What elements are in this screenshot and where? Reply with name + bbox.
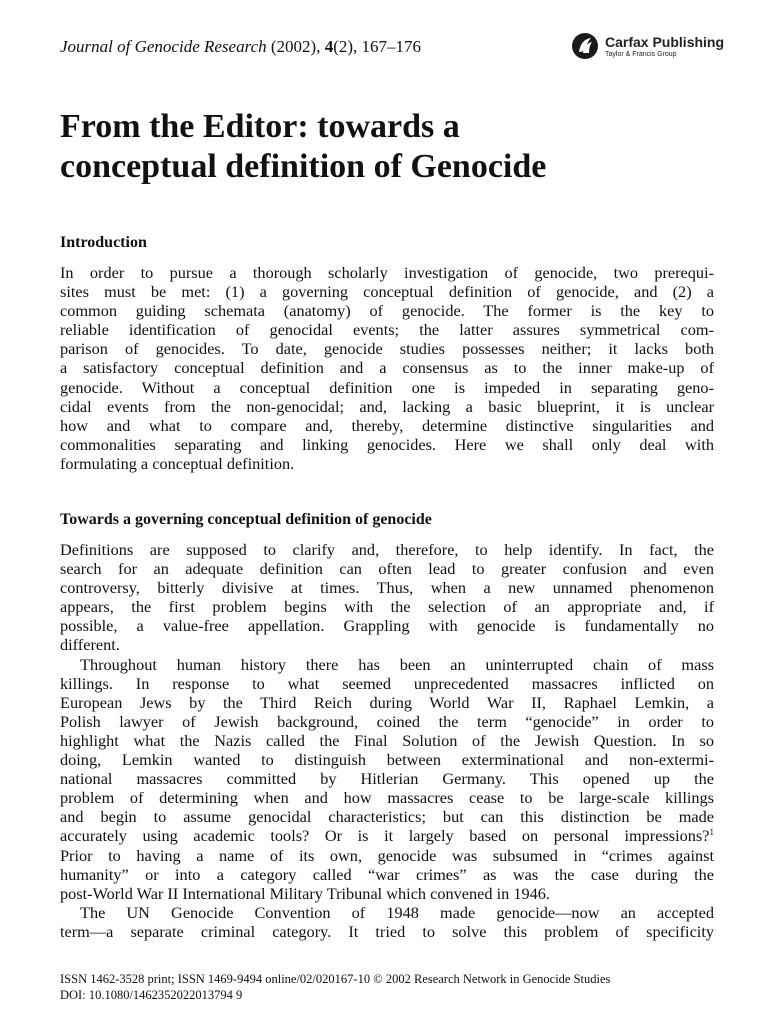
- journal-year: (2002),: [266, 37, 325, 56]
- text-line: controversy, bitterly divisive at times. Thus, when a new unnamed phenomenon: [60, 578, 714, 598]
- section-heading-towards: Towards a governing conceptual definition of genocide: [60, 511, 432, 528]
- text-line: killings. In response to what seemed unprecedented massacres inflicted on: [60, 673, 714, 693]
- text-line-with-footnote: [60, 826, 714, 845]
- text-line: cidal events from the non-genocidal; and, lacking a basic blueprint, it is unclear: [60, 396, 714, 416]
- journal-volume: 4: [324, 37, 334, 56]
- text-line: common guiding schemata (anatomy) of genocide. The former is the key to: [60, 301, 714, 321]
- text-line: parison of genocides. To date, genocide studies possesses neither; it lacks both: [60, 339, 714, 359]
- text-line: national massacres committed by Hitlerian Germany. This opened up the: [60, 769, 714, 789]
- text-line: reliable identification of genocidal events; the latter assures symmetrical com-: [60, 320, 714, 340]
- text-line: post-World War II International Military Tribunal which convened in 1946.: [60, 883, 550, 903]
- text-line: Prior to having a name of its own, genocide was subsumed in “crimes against: [60, 845, 714, 865]
- text-line: doing, Lemkin wanted to distinguish between exterminational and non-extermi-: [60, 750, 714, 770]
- text-line: genocide. Without a conceptual definition one is impeded in separating geno-: [60, 377, 714, 397]
- publisher-group: Taylor & Francis Group: [605, 51, 677, 58]
- text-line: formulating a conceptual definition.: [60, 453, 295, 473]
- text-line: Polish lawyer of Jewish background, coined the term “genocide” in order to: [60, 711, 714, 731]
- title-line: From the Editor: towards a: [60, 108, 460, 145]
- title-line: conceptual definition of Genocide: [60, 148, 547, 185]
- text-line: Throughout human history there has been an uninterrupted chain of mass: [80, 654, 714, 674]
- text-line: The UN Genocide Convention of 1948 made genocide—now an accepted: [80, 902, 714, 922]
- issn-line: ISSN 1462-3528 print; ISSN 1469-9494 online/02/020167-10 © 2002 Research Network in Genocide Studies: [60, 972, 611, 986]
- text-line: appears, the first problem begins with the selection of an appropriate and, if: [60, 597, 714, 617]
- text-line: problem of determining when and how massacres cease to be large-scale killings: [60, 788, 714, 808]
- text-line: highlight what the Nazis called the Final Solution of the Jewish Question. In so: [60, 730, 714, 750]
- towards-section-body: [60, 540, 714, 941]
- section-heading-introduction: Introduction: [60, 234, 147, 251]
- journal-citation: [60, 37, 421, 57]
- text-line: possible, a value-free appellation. Grappling with genocide is fundamentally no: [60, 616, 714, 636]
- journal-name: Journal of Genocide Research: [60, 37, 267, 56]
- page-footer: [60, 971, 714, 1003]
- text-line: Definitions are supposed to clarify and, therefore, to help identify. In fact, the: [60, 540, 714, 559]
- text-line: search for an adequate definition can often lead to greater confusion and even: [60, 559, 714, 579]
- text-line: In order to pursue a thorough scholarly investigation of genocide, two prerequi-: [60, 263, 714, 282]
- text-line: European Jews by the Third Reich during World War II, Raphael Lemkin, a: [60, 692, 714, 712]
- journal-issue-pages: (2), 167–176: [333, 37, 422, 56]
- text-line: sites must be met: (1) a governing conceptual definition of genocide, and (2) a: [60, 282, 714, 302]
- text-line: and begin to assume genocidal characteristics; but can this distinction be made: [60, 807, 714, 827]
- footnote-ref[interactable]: 1: [709, 827, 714, 838]
- article-page: [60, 0, 725, 1024]
- text-line: how and what to compare and, thereby, determine distinctive singularities and: [60, 415, 714, 435]
- article-title: [60, 107, 714, 187]
- publisher-block: [571, 32, 731, 64]
- text-segment: accurately using academic tools? Or is it largely based on personal impressions?: [60, 826, 710, 846]
- text-line: a satisfactory conceptual definition and a consensus as to the inner make-up of: [60, 358, 714, 378]
- text-line: commonalities separating and linking genocides. Here we shall only deal with: [60, 434, 714, 454]
- text-line: humanity” or into a category called “war crimes” as was the case during the: [60, 864, 714, 884]
- text-line: different.: [60, 635, 120, 655]
- doi-line: DOI: 10.1080/1462352022013794 9: [60, 988, 243, 1002]
- carfax-logo-icon: [571, 32, 599, 60]
- publisher-name: Carfax Publishing: [605, 34, 725, 50]
- text-line: term—a separate criminal category. It tried to solve this problem of specificity: [60, 921, 714, 941]
- introduction-paragraph: [60, 263, 714, 473]
